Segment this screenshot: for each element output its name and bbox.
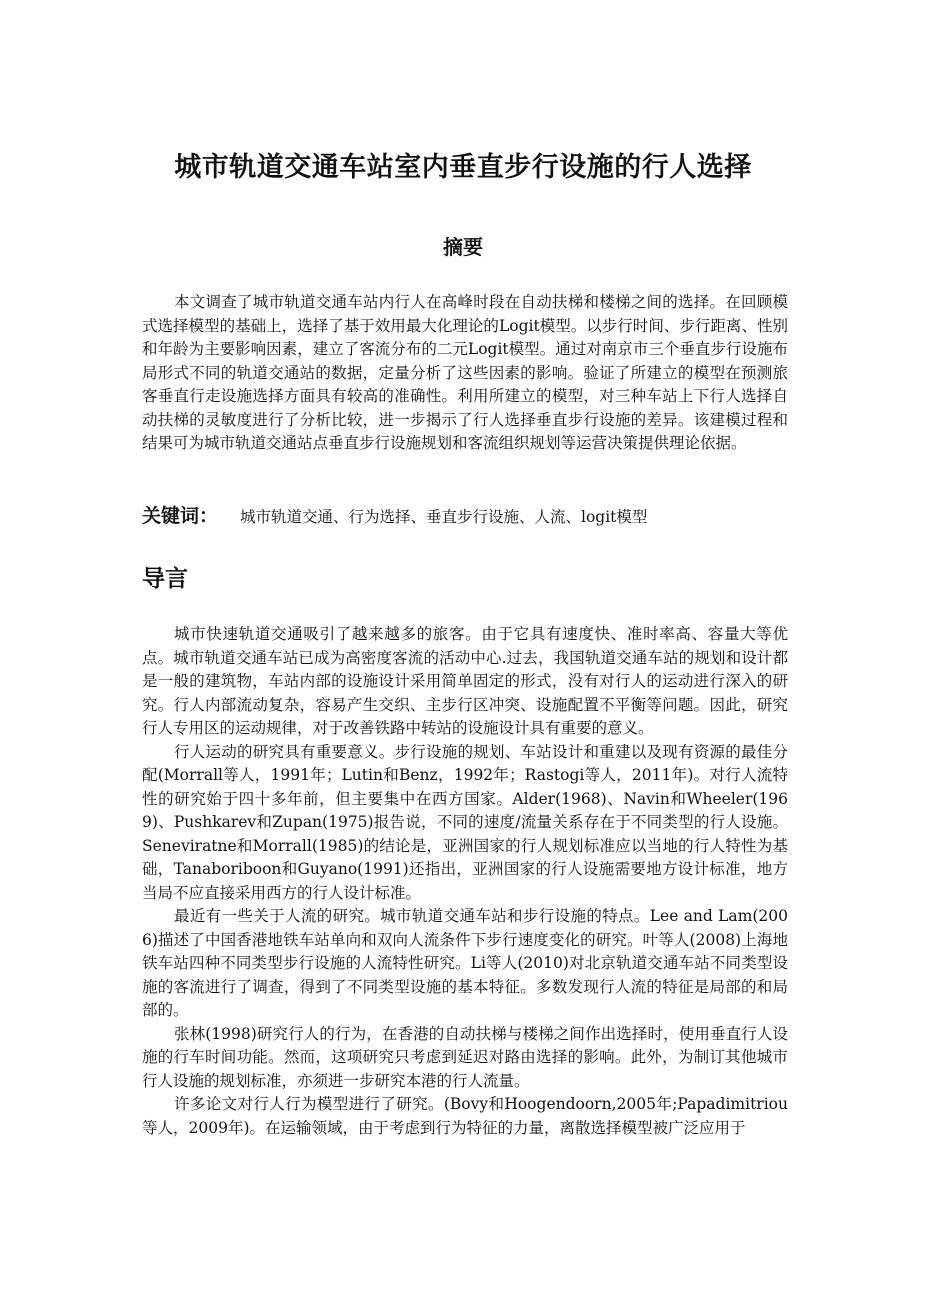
intro-paragraph: 许多论文对行人行为模型进行了研究。(Bovy和Hoogendoorn,2005年;Papadimitriou等人，2009年)。在运输领域，由于考虑到行为特征的力量，离散选择模型被广泛应用于 xyxy=(142,1095,788,1137)
intro-paragraph: 张林(1998)研究行人的行为，在香港的自动扶梯与楼梯之间作出选择时，使用垂直行人设施的行车时间功能。然而，这项研究只考虑到延迟对路由选择的影响。此外，为制订其他城市行人设施的规划标准，亦须进一步研究本港的行人流量。 xyxy=(142,1024,788,1090)
abstract-paragraph: 本文调查了城市轨道交通车站内行人在高峰时段在自动扶梯和楼梯之间的选择。在回顾模式选择模型的基础上，选择了基于效用最大化理论的Logit模型。以步行时间、步行距离、性别和年龄为主要影响因素，建立了客流分布的二元Logit模型。通过对南京市三个垂直步行设施布局形式不同的轨道交通站的数据，定量分析了这些因素的影响。验证了所建立的模型在预测旅客垂直行走设施选择方面具有较高的准确性。利用所建立的模型，对三种车站上下行人选择自动扶梯的灵敏度进行了分析比较，进一步揭示了行人选择垂直步行设施的差异。该建模过程和结果可为城市轨道交通站点垂直步行设施规划和客流组织规划等运营决策提供理论依据。 xyxy=(142,293,788,452)
keywords-text: 城市轨道交通、行为选择、垂直步行设施、人流、logit模型 xyxy=(240,508,648,526)
intro-body xyxy=(142,623,788,1140)
intro-paragraph: 最近有一些关于人流的研究。城市轨道交通车站和步行设施的特点。Lee and Lam(2006)描述了中国香港地铁车站单向和双向人流条件下步行速度变化的研究。叶等人(2008)上海地铁车站四种不同类型步行设施的人流特性研究。Li等人(2010)对北京轨道交通车站不同类型设施的客流进行了调查，得到了不同类型设施的基本特征。多数发现行人流的特征是局部的和局部的。 xyxy=(142,907,788,1019)
intro-heading: 导言 xyxy=(142,566,188,592)
abstract-heading: 摘要 xyxy=(443,235,483,259)
keywords-line xyxy=(142,503,788,530)
paper-title: 城市轨道交通车站室内垂直步行设施的行人选择 xyxy=(174,152,752,183)
keywords-label: 关键词： xyxy=(142,505,219,527)
intro-paragraph: 城市快速轨道交通吸引了越来越多的旅客。由于它具有速度快、准时率高、容量大等优点。城市轨道交通车站已成为高密度客流的活动中心.过去，我国轨道交通车站的规划和设计都是一般的建筑物，车站内部的设施设计采用简单固定的形式，没有对行人的运动进行深入的研究。行人内部流动复杂，容易产生交织、主步行区冲突、设施配置不平衡等问题。因此，研究行人专用区的运动规律，对于改善铁路中转站的设施设计具有重要的意义。 xyxy=(142,625,788,737)
intro-paragraph: 行人运动的研究具有重要意义。步行设施的规划、车站设计和重建以及现有资源的最佳分配(Morrall等人，1991年；Lutin和Benz，1992年；Rastogi等人，2011年)。对行人流特性的研究始于四十多年前，但主要集中在西方国家。Alder(1968)、Navin和Wheeler(1969)、Pushkarev和Zupan(1975)报告说，不同的速度/流量关系存在于不同类型的行人设施。Seneviratne和Morrall(1985)的结论是，亚洲国家的行人规划标准应以当地的行人特性为基础，Tanaboriboon和Guyano(1991)还指出，亚洲国家的行人设施需要地方设计标准，地方当局不应直接采用西方的行人设计标准。 xyxy=(142,742,788,902)
